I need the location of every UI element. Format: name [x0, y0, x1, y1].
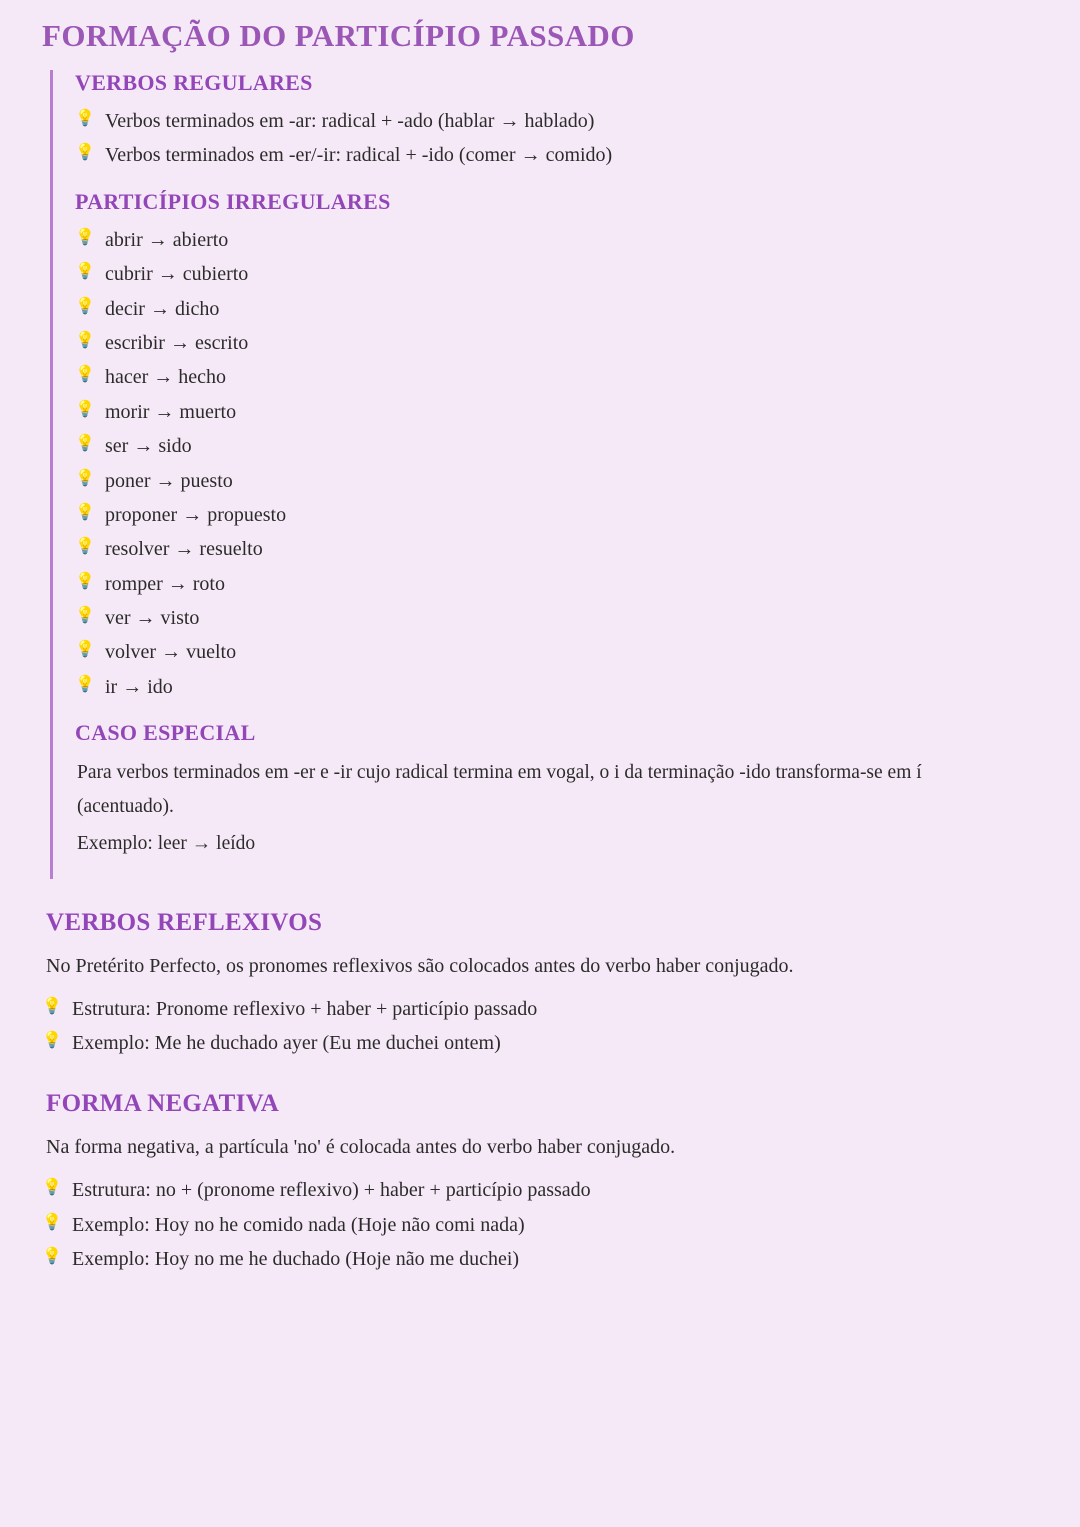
bulb-icon: 💡	[75, 641, 95, 659]
forma-negativa-paragraph: Na forma negativa, a partícula 'no' é colocada antes do verbo haber conjugado.	[46, 1136, 676, 1159]
list-item	[75, 601, 1038, 635]
list-item-label: morir → muerto	[105, 400, 237, 423]
list-item	[75, 326, 1038, 360]
caso-especial-example: Exemplo: leer → leído	[77, 832, 256, 854]
section-heading-forma-negativa: FORMA NEGATIVA	[46, 1090, 280, 1118]
list-participios-irregulares	[75, 223, 1038, 704]
list-item	[75, 395, 1038, 429]
list-item	[75, 567, 1038, 601]
caso-especial-paragraph	[77, 756, 1007, 860]
list-item-label: Exemplo: Hoy no he comido nada (Hoje não comi nada)	[72, 1213, 525, 1236]
list-item-label: decir → dicho	[105, 297, 220, 320]
list-item	[42, 1026, 1038, 1060]
list-item-label: abrir → abierto	[105, 228, 229, 251]
list-item-label: hacer → hecho	[105, 366, 227, 389]
list-verbos-reflexivos	[42, 992, 1038, 1061]
list-item-label: resolver → resuelto	[105, 538, 263, 561]
list-item-label: Exemplo: Me he duchado ayer (Eu me duchei ontem)	[72, 1032, 501, 1055]
list-item	[75, 429, 1038, 463]
list-item-label: Verbos terminados em -er/-ir: radical + -ido (comer → comido)	[105, 144, 613, 167]
bulb-icon: 💡	[75, 400, 95, 418]
bulb-icon: 💡	[75, 144, 95, 162]
list-item	[42, 1173, 1038, 1207]
list-item-label: Estrutura: no + (pronome reflexivo) + haber + particípio passado	[72, 1179, 591, 1202]
list-item-label: escribir → escrito	[105, 331, 249, 354]
section-heading-verbos-reflexivos: VERBOS REFLEXIVOS	[46, 908, 323, 936]
bulb-icon: 💡	[75, 538, 95, 556]
list-item-label: Verbos terminados em -ar: radical + -ado (hablar → hablado)	[105, 110, 595, 132]
bulb-icon: 💡	[75, 110, 95, 127]
bulb-icon: 💡	[75, 675, 95, 693]
list-item	[42, 992, 1038, 1026]
list-item	[75, 223, 1038, 257]
list-item	[75, 498, 1038, 532]
bulb-icon: 💡	[42, 1032, 62, 1050]
list-item	[42, 1242, 1038, 1276]
bulb-icon: 💡	[75, 607, 95, 625]
list-item-label: ser → sido	[105, 435, 192, 458]
list-item-label: poner → puesto	[105, 469, 233, 492]
list-item	[75, 464, 1038, 498]
bulb-icon: 💡	[75, 366, 95, 384]
list-item	[75, 104, 1038, 138]
list-item-label: Exemplo: Hoy no me he duchado (Hoje não me duchei)	[72, 1248, 520, 1271]
list-item	[75, 532, 1038, 566]
section-heading-verbos-regulares: VERBOS REGULARES	[75, 70, 313, 95]
bulb-icon: 💡	[75, 572, 95, 590]
bulb-icon: 💡	[42, 997, 62, 1015]
list-verbos-regulares	[75, 104, 1038, 173]
bulb-icon: 💡	[42, 1248, 62, 1266]
bulb-icon: 💡	[75, 435, 95, 453]
bulb-icon: 💡	[75, 503, 95, 521]
bulb-icon: 💡	[75, 297, 95, 315]
verbos-reflexivos-paragraph: No Pretérito Perfecto, os pronomes reflexivos são colocados antes do verbo haber conjugado.	[46, 954, 794, 977]
bulb-icon: 💡	[75, 263, 95, 281]
bulb-icon: 💡	[42, 1179, 62, 1197]
list-item-label: ver → visto	[105, 607, 200, 630]
list-forma-negativa	[42, 1173, 1038, 1276]
list-item-label: romper → roto	[105, 572, 225, 595]
list-item	[75, 257, 1038, 291]
list-item	[75, 635, 1038, 669]
list-item-label: cubrir → cubierto	[105, 263, 249, 286]
list-item-label: proponer → propuesto	[105, 503, 287, 526]
bulb-icon: 💡	[42, 1213, 62, 1231]
list-item	[75, 138, 1038, 172]
list-item	[42, 1208, 1038, 1242]
bulb-icon: 💡	[75, 331, 95, 349]
list-item	[75, 360, 1038, 394]
caso-especial-text: Para verbos terminados em -er e -ir cujo radical termina em vogal, o i da terminação -ido transforma-se em í (acentuado).	[77, 762, 922, 818]
bulb-icon: 💡	[75, 469, 95, 487]
list-item	[75, 670, 1038, 704]
page-title: FORMAÇÃO DO PARTICÍPIO PASSADO	[42, 18, 635, 53]
list-item	[75, 292, 1038, 326]
list-item-label: volver → vuelto	[105, 641, 237, 664]
section-heading-caso-especial: CASO ESPECIAL	[75, 720, 256, 746]
bulb-icon: 💡	[75, 228, 95, 246]
list-item-label: Estrutura: Pronome reflexivo + haber + particípio passado	[72, 997, 538, 1020]
section-heading-participios-irregulares: PARTICÍPIOS IRREGULARES	[75, 188, 391, 214]
participio-section-group	[50, 70, 1038, 879]
list-item-label: ir → ido	[105, 675, 173, 698]
